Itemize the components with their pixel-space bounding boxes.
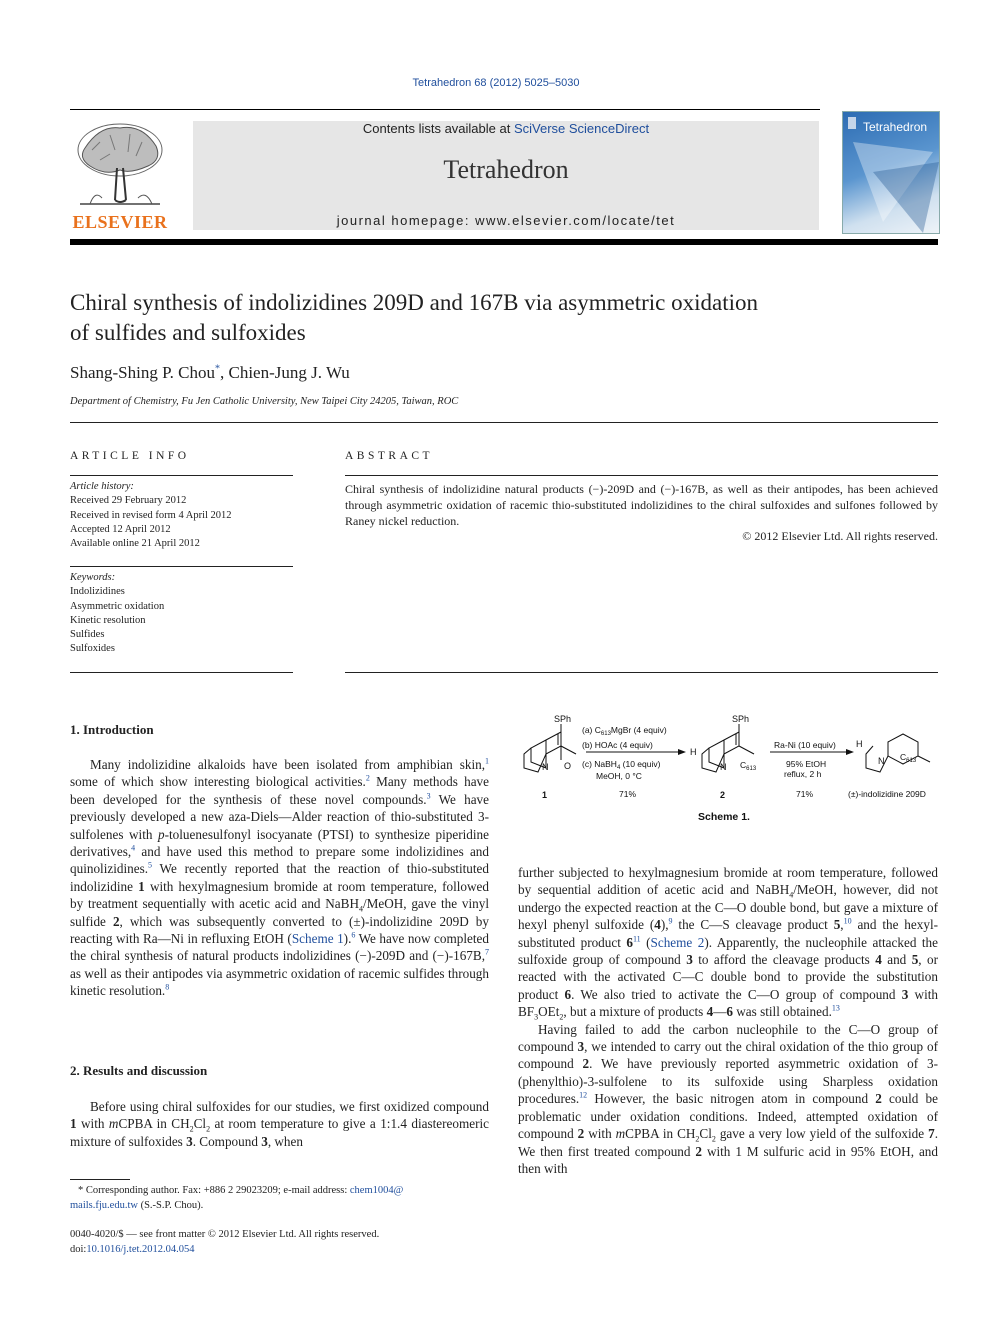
homepage-prefix: journal homepage: bbox=[336, 213, 476, 228]
corresponding-footnote bbox=[70, 1183, 489, 1213]
doi-link[interactable]: 10.1016/j.tet.2012.04.054 bbox=[86, 1243, 195, 1255]
article-info-bottom-rule bbox=[70, 672, 293, 673]
yield-2: 71% bbox=[796, 789, 814, 799]
homepage-link[interactable]: www.elsevier.com/locate/tet bbox=[475, 213, 676, 228]
step-b: (b) HOAc (4 equiv) bbox=[582, 740, 653, 750]
keyword-item: Indolizidines bbox=[70, 586, 125, 598]
contents-prefix: Contents lists available at bbox=[362, 121, 514, 136]
author-1[interactable]: Shang-Shing P. Chou bbox=[70, 363, 215, 382]
history-item: Accepted 12 April 2012 bbox=[70, 523, 171, 535]
keywords-rule bbox=[70, 566, 293, 567]
keyword-item: Sulfides bbox=[70, 629, 105, 641]
article-history bbox=[70, 480, 293, 551]
journal-banner bbox=[193, 121, 819, 230]
history-label: Article history: bbox=[70, 481, 134, 492]
results-body: Before using chiral sulfoxides for our studies, we first oxidized compound 1 with mCPBA in $CH_2Cl_2$ at room temperature to give a 1:1.4 diastereomeric mixture of sulfoxides 3. Compound 3, when bbox=[70, 1099, 489, 1149]
history-item: Received 29 February 2012 bbox=[70, 495, 187, 507]
email-link-part1[interactable]: chem1004@ bbox=[349, 1185, 404, 1196]
affiliation: Department of Chemistry, Fu Jen Catholic University, New Taipei City 24205, Taiwan, ROC bbox=[70, 396, 459, 407]
compound-1-label: 1 bbox=[542, 790, 548, 800]
abstract-copyright: © 2012 Elsevier Ltd. All rights reserved. bbox=[742, 529, 938, 543]
right-column-body: further subjected to hexylmagnesium bromide at room temperature, followed by sequential addition of acetic acid and NaBH$_4$/MeOH, however, did not undergo the expected reaction at the C—O double bond, but gave a mixture of hexyl phenyl sulfoxide (4),$^9$ the C—S cleavage product 5,10 and the hexyl-substituted product $6^{11}$ (Scheme 2). Apparently, the nucleophile attacked the sulfoxide group of compound 3 to afford the cleavage products 4 and 5, or reacted with the activated C—C double bond to provide the substitution product 6. We also tried to activate the C—O group of compound 3 with $BF_3OEt_2$, but a mixture of products 4—6 was still obtained.$^{13}$ Having failed to add the carbon nucleophile to the C—O group of compound 3, we intended to carry out the chiral oxidation of the thio group of compound 2. We have previously reported asymmetric oxidation of 3-(phenylthio)-3-sulfolene to its sulfoxide using Sharpless oxidation procedures.$^{12}$ However, the basic nitrogen atom in compound 2 could be problematic under oxidation conditions. Indeed, attempted oxidation of compound 2 with mCPBA in $CH_2Cl_2$ gave a very low yield of the sulfoxide 7. We then first treated compound 2 with 1 M sulfuric acid in 95% EtOH, and then with bbox=[518, 865, 938, 1176]
reflux-label: reflux, 2 h bbox=[784, 769, 822, 779]
hexyl-label-3: $C_613$ bbox=[900, 752, 917, 764]
header-rule bbox=[70, 109, 820, 110]
abstract-rule bbox=[345, 475, 938, 476]
footnote-author: (S.-S.P. Chou). bbox=[137, 1200, 204, 1211]
keyword-item: Kinetic resolution bbox=[70, 614, 146, 626]
n-label-2: N bbox=[720, 762, 727, 772]
journal-reference[interactable]: Tetrahedron 68 (2012) 5025–5030 bbox=[412, 77, 580, 89]
article-title bbox=[70, 288, 910, 348]
scheme-caption: Scheme 1. bbox=[698, 811, 750, 822]
journal-homepage bbox=[193, 213, 819, 228]
keywords bbox=[70, 571, 293, 657]
journal-name: Tetrahedron bbox=[443, 155, 569, 184]
history-item: Received in revised form 4 April 2012 bbox=[70, 509, 232, 521]
n-label-1: N bbox=[542, 762, 549, 772]
arrow-2-head-icon bbox=[846, 749, 854, 755]
cover-title: Tetrahedron bbox=[863, 120, 928, 134]
elsevier-tree-icon bbox=[70, 120, 170, 215]
indolizidine-209d-label: (±)-indolizidine 209D bbox=[848, 789, 926, 799]
arrow-1-head-icon bbox=[678, 749, 686, 755]
results-heading: 2. Results and discussion bbox=[70, 1063, 208, 1078]
scheme-1 bbox=[516, 712, 940, 822]
article-info-heading: ARTICLE INFO bbox=[70, 450, 190, 462]
step-a: (a) $C_613MgBr$ (4 equiv) bbox=[582, 725, 667, 737]
abstract-bottom-rule bbox=[345, 672, 938, 673]
keyword-item: Sulfoxides bbox=[70, 643, 115, 655]
footnote-mark: * bbox=[78, 1185, 84, 1196]
elsevier-logo[interactable] bbox=[70, 120, 170, 232]
history-item: Available online 21 April 2012 bbox=[70, 538, 200, 550]
doi-label: doi: bbox=[70, 1243, 87, 1255]
h-label-2: H bbox=[690, 747, 697, 757]
keyword-item: Asymmetric oxidation bbox=[70, 600, 165, 612]
abstract-heading: ABSTRACT bbox=[345, 450, 434, 462]
footnote-text: Corresponding author. Fax: +886 2 29023209; e-mail address: bbox=[85, 1185, 350, 1196]
article-info-rule bbox=[70, 475, 293, 476]
front-matter bbox=[70, 1228, 379, 1257]
step-c: (c) NaBH$_4$ (10 equiv) bbox=[582, 759, 661, 771]
doi-line bbox=[70, 1243, 379, 1258]
sph-label-1: SPh bbox=[554, 714, 572, 724]
email-link-part2[interactable]: mails.fju.edu.tw bbox=[70, 1200, 138, 1211]
header-thick-rule bbox=[70, 239, 938, 245]
title-line-1: Chiral synthesis of indolizidines 209D and 167B via asymmetric oxidation bbox=[70, 290, 758, 315]
affiliation-rule bbox=[70, 422, 938, 423]
journal-cover[interactable] bbox=[842, 111, 940, 234]
contents-line bbox=[193, 121, 819, 136]
ra-ni-label: Ra-Ni (10 equiv) bbox=[774, 740, 836, 750]
o-label: O bbox=[564, 761, 572, 771]
footnote-rule bbox=[70, 1179, 130, 1180]
sph-label-2: SPh bbox=[732, 714, 750, 724]
introduction-body: Many indolizidine alkaloids have been isolated from amphibian skin,$^1$ some of which show interesting biological activities.$^2$ Many methods have been developed for the synthesis of these novel compounds.$^3$ We have previously developed a new aza-Diels—Alder reaction of thio-substituted 3-sulfolenes with p-toluenesulfonyl isocyanate (PTSI) to synthesize piperidine derivatives,$^4$ and have used this method to prepare some indolizidines and quinolizidines.$^5$ We recently reported that the reaction of thio-substituted indolizidine 1 with hexylmagnesium bromide at room temperature, followed by treatment sequentially with acetic acid and NaBH$_4$/MeOH, gave the vinyl sulfide 2, which was subsequently converted to (±)-indolizidine 209D by reacting with Ra—Ni in refluxing EtOH (Scheme 1).$^6$ We have now completed the chiral synthesis of natural products indolizidines (−)-209D and (−)-167B,$^7$ as well as their antipodes via asymmetric oxidation of racemic sulfides through kinetic resolution.$^8$ bbox=[70, 756, 489, 999]
author-list bbox=[70, 363, 350, 383]
step-c-conditions: MeOH, 0 °C bbox=[596, 771, 642, 781]
compound-2-label: 2 bbox=[720, 790, 726, 800]
issn-line: 0040-4020/$ — see front matter © 2012 Elsevier Ltd. All rights reserved. bbox=[70, 1229, 380, 1240]
h-label-3: H bbox=[856, 739, 863, 749]
yield-1: 71% bbox=[619, 789, 637, 799]
elsevier-wordmark: ELSEVIER bbox=[72, 212, 168, 232]
sciencedirect-link[interactable]: SciVerse ScienceDirect bbox=[513, 121, 650, 136]
author-separator: , bbox=[220, 363, 229, 382]
hexyl-label-2: $C_613$ bbox=[740, 760, 757, 772]
n-label-3: N bbox=[878, 756, 885, 766]
etoh-label: 95% EtOH bbox=[786, 759, 827, 769]
abstract-text: Chiral synthesis of indolizidine natural products (−)-209D and (−)-167B, as well as their antipodes, has been achieved through asymmetric oxidation of racemic thio-substituted indolizidines to the chiral sulfoxides and sulfones followed by Raney nickel reduction. bbox=[345, 482, 938, 528]
introduction-heading: 1. Introduction bbox=[70, 722, 154, 737]
keywords-label: Keywords: bbox=[70, 572, 116, 583]
author-2[interactable]: Chien-Jung J. Wu bbox=[228, 363, 350, 382]
title-line-2: of sulfides and sulfoxides bbox=[70, 320, 306, 345]
corresponding-mark[interactable]: * bbox=[215, 363, 220, 375]
